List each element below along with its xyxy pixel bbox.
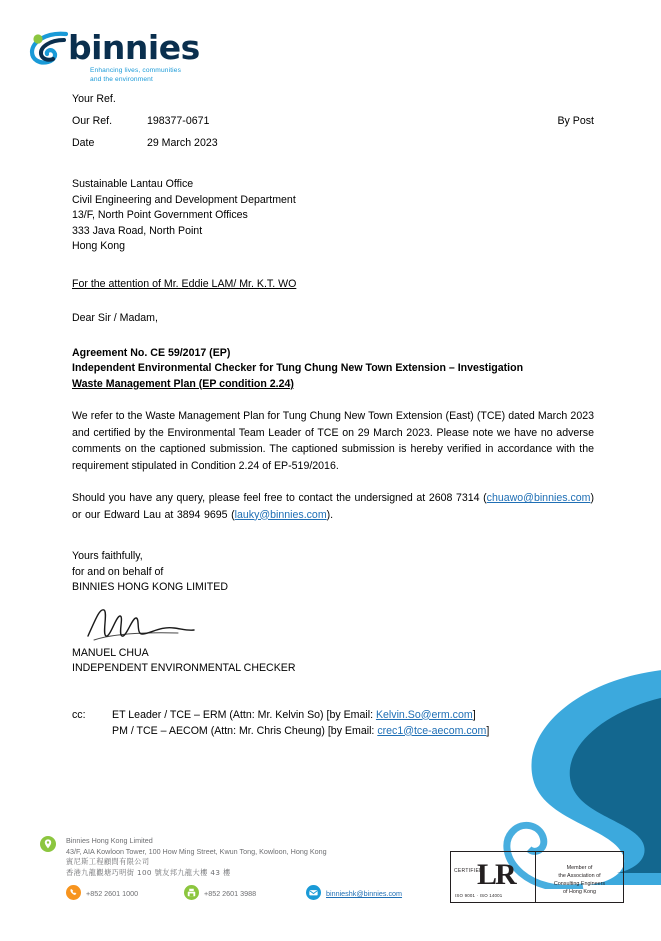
paragraph-2 <box>72 490 594 523</box>
acehk-line-2: the Association of <box>558 873 601 879</box>
binnies-swirl-icon <box>28 30 68 68</box>
lloyds-register-mark <box>450 851 536 903</box>
footer-address-cn: 香港九龍觀塘巧明街 100 號友邦九龍大樓 43 樓 <box>66 867 231 877</box>
closing-line-1: Yours faithfully, <box>72 550 143 562</box>
paragraph-2-mid: ) or our Edward Lau at 3894 9695 ( <box>72 492 594 521</box>
footer-email-text <box>326 888 402 900</box>
cc-item-1 <box>112 707 594 723</box>
your-ref-row <box>72 92 594 114</box>
footer-email-link[interactable]: binnieshk@binnies.com <box>326 889 403 898</box>
page-footer <box>0 826 661 941</box>
binnies-logo <box>28 28 238 90</box>
our-ref-row <box>72 114 594 136</box>
cc-item-1-email[interactable]: Kelvin.So@erm.com <box>375 708 473 721</box>
paragraph-2-post: ). <box>326 508 334 521</box>
acehk-line-4: of Hong Kong <box>563 889 596 895</box>
cert-lr-mark: LR <box>477 858 515 891</box>
logo-tagline-line2: and the environment <box>90 76 153 83</box>
cert-lr-standards: ISO 9001 · ISO 14001 <box>455 893 503 898</box>
cc-item-2-pre: PM / TCE – AECOM (Attn: Mr. Chris Cheung) [by Email: <box>112 724 378 737</box>
address-line-3: 13/F, North Point Government Offices <box>72 209 248 221</box>
handwritten-signature <box>82 600 202 646</box>
cc-item-2 <box>112 723 594 739</box>
footer-fax <box>184 888 256 900</box>
address-line-4: 333 Java Road, North Point <box>72 224 203 237</box>
fax-icon <box>184 885 199 900</box>
cc-item-2-email[interactable]: crec1@tce-aecom.com <box>377 724 487 737</box>
recipient-address <box>72 177 594 255</box>
by-post-label: By Post <box>557 115 594 127</box>
subject-block <box>72 346 594 393</box>
signer-name: MANUEL CHUA <box>72 646 149 659</box>
closing-line-2: for and on behalf of <box>72 565 164 578</box>
closing-block <box>72 549 594 596</box>
our-ref-value: 198377-0671 <box>146 115 210 127</box>
date-row <box>72 136 594 158</box>
phone-icon <box>66 885 81 900</box>
paragraph-1: We refer to the Waste Management Plan for Tung Chung New Town Extension (East) (TCE) dated March 2023 and certified by the Environmental Team Leader of TCE on 29 March 2023. Please note we have no adverse comments on the captioned submission. The captioned submission is hereby verified in accordance with the requirement stipulated in Condition 2.24 of EP-519/2016. <box>72 410 594 472</box>
cc-list <box>112 707 594 739</box>
envelope-icon <box>306 885 321 900</box>
footer-company-en: Binnies Hong Kong Limited <box>66 836 153 845</box>
logo-wordmark: binnies <box>68 28 200 67</box>
location-pin-icon <box>40 836 56 852</box>
footer-email <box>306 888 402 900</box>
cc-label: cc: <box>72 708 86 721</box>
email-link-chuawo[interactable]: chuawo@binnies.com <box>486 492 591 504</box>
subject-line-2: Independent Environmental Checker for Tung Chung New Town Extension – Investigation <box>72 362 524 374</box>
certification-marks <box>450 851 625 903</box>
address-line-5: Hong Kong <box>72 240 126 252</box>
signer-block <box>72 646 594 677</box>
footer-phone <box>66 888 138 900</box>
date-label: Date <box>72 137 95 149</box>
cert-certified-label: CERTIFIED <box>454 868 483 874</box>
acehk-line-1: Member of <box>566 865 593 871</box>
paragraph-2-pre: Should you have any query, please feel free to contact the undersigned at 2608 7314 ( <box>72 492 487 504</box>
footer-address-en: 43/F, AIA Kowloon Tower, 100 How Ming Street, Kwun Tong, Kowloon, Hong Kong <box>66 846 327 856</box>
closing-line-3: BINNIES HONG KONG LIMITED <box>72 581 228 593</box>
footer-company-cn: 賓尼斯工程顧問有限公司 <box>66 857 150 866</box>
cc-item-1-pre: ET Leader / TCE – ERM (Attn: Mr. Kelvin So) [by Email: <box>112 708 376 721</box>
footer-phone-text: +852 2601 1000 <box>86 889 139 898</box>
our-ref-label: Our Ref. <box>72 115 113 127</box>
footer-fax-text: +852 2601 3988 <box>204 889 257 898</box>
letter-body <box>72 92 594 739</box>
salutation: Dear Sir / Madam, <box>72 311 158 324</box>
cc-item-1-post: ] <box>472 708 476 721</box>
signer-title: INDEPENDENT ENVIRONMENTAL CHECKER <box>72 662 296 674</box>
logo-tagline <box>90 66 240 84</box>
acehk-member-mark <box>536 851 624 903</box>
date-value: 29 March 2023 <box>146 137 218 149</box>
cc-item-2-post: ] <box>486 724 490 737</box>
logo-tagline-line1: Enhancing lives, communities <box>90 67 182 74</box>
address-line-2: Civil Engineering and Development Department <box>72 193 296 206</box>
subject-line-1: Agreement No. CE 59/2017 (EP) <box>72 346 231 359</box>
email-link-lauky[interactable]: lauky@binnies.com <box>234 508 327 521</box>
cc-block <box>72 707 594 739</box>
address-line-1: Sustainable Lantau Office <box>72 178 194 190</box>
subject-line-3: Waste Management Plan (EP condition 2.24) <box>72 377 294 390</box>
your-ref-label: Your Ref. <box>72 93 116 105</box>
attention-line: For the attention of Mr. Eddie LAM/ Mr. K.T. WO <box>72 277 297 290</box>
acehk-line-3: Consulting Engineers <box>553 881 606 887</box>
